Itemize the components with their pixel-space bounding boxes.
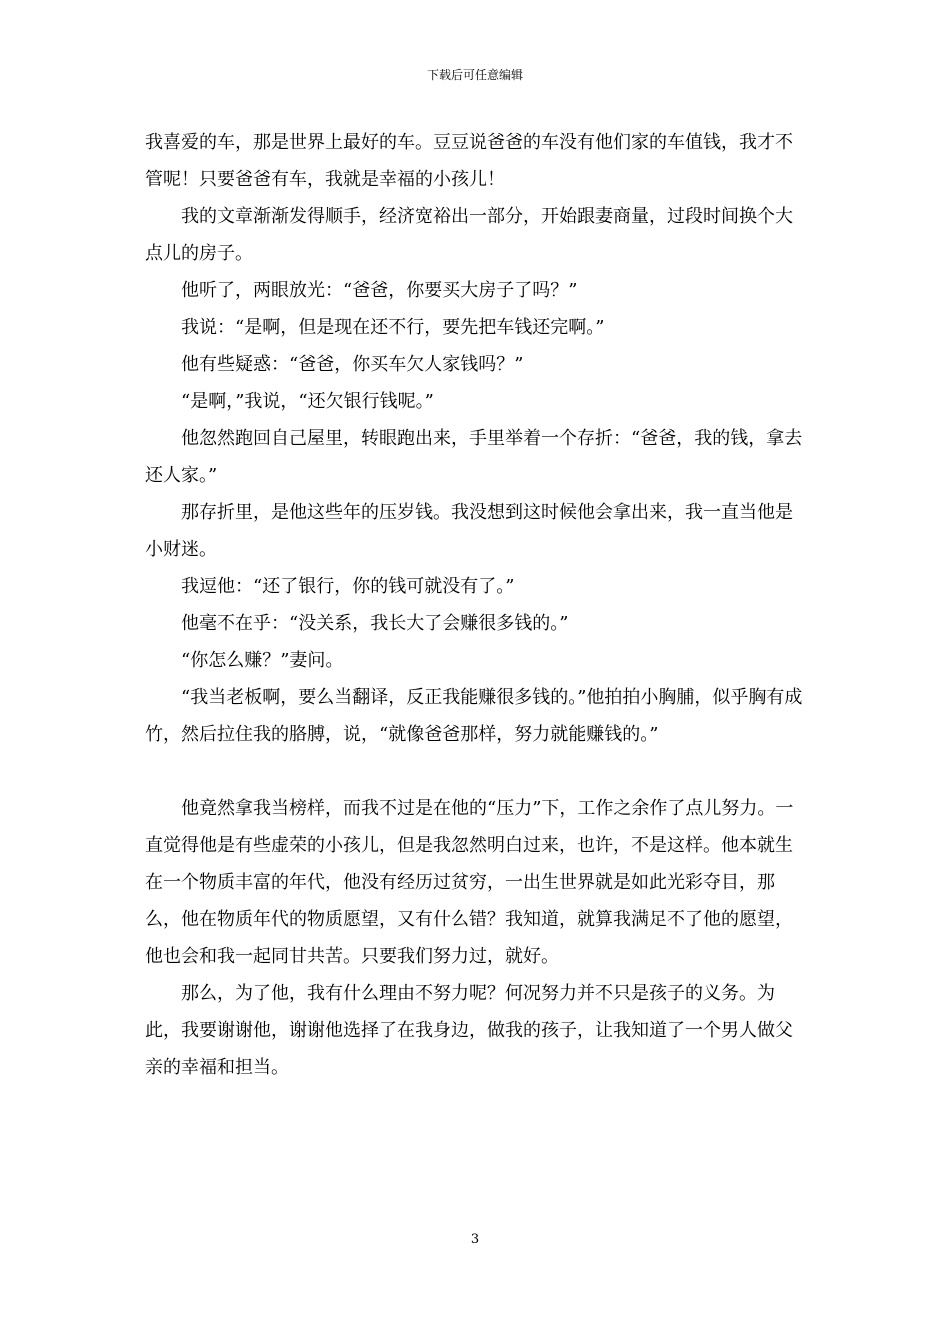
paragraph-10: 他毫不在乎：“没关系，我长大了会赚很多钱的。” — [181, 613, 569, 634]
paragraph-14: 那么，为了他，我有什么理由不努力呢？何况努力并不只是孩子的义务。为此，我要谢谢他，谢谢他选择了在我身边，做我的孩子，让我知道了一个男人做父亲的幸福和担当。 — [145, 983, 793, 1078]
paragraph-7: 他忽然跑回自己屋里，转眼跑出来，手里举着一个存折：“爸爸，我的钱，拿去还人家。” — [145, 428, 803, 486]
paragraph-8: 那存折里，是他这些年的压岁钱。我没想到这时候他会拿出来，我一直当他是小财迷。 — [145, 502, 793, 560]
paragraph-13: 他竟然拿我当榜样，而我不过是在他的“压力”下，工作之余作了点儿努力。一直觉得他是有些虚荣的小孩儿，但是我忽然明白过来，也许，不是这样。他本就生在一个物质丰富的年代，他没有经历过贫穷，一出生世界就是如此光彩夺目，那么，他在物质年代的物质愿望，又有什么错？我知道，就算我满足不了他的愿望，他也会和我一起同甘共苦。只要我们努力过，就好。 — [145, 798, 794, 967]
paragraph-2: 我的文章渐渐发得顺手，经济宽裕出一部分，开始跟妻商量，过段时间换个大点儿的房子。 — [145, 206, 793, 264]
paragraph-5: 他有些疑惑：“爸爸，你买车欠人家钱吗？” — [181, 354, 524, 375]
paragraph-12: “我当老板啊，要么当翻译，反正我能赚很多钱的。”他拍拍小胸脯，似乎胸有成竹，然后拉住我的胳膊，说，“就像爸爸那样，努力就能赚钱的。” — [145, 687, 803, 745]
paragraph-3: 他听了，两眼放光：“爸爸，你要买大房子了吗？” — [181, 280, 578, 301]
paragraph-11: “你怎么赚？”妻问。 — [181, 650, 344, 671]
paragraph-4: 我说：“是啊，但是现在还不行，要先把车钱还完啊。” — [181, 317, 605, 338]
document-body — [145, 124, 810, 1086]
paragraph-9: 我逗他：“还了银行，你的钱可就没有了。” — [181, 576, 515, 597]
page-header: 下载后可任意编辑 — [426, 68, 523, 82]
page-number: 3 — [470, 1232, 480, 1247]
paragraph-spacer — [145, 753, 810, 790]
paragraph-6: “是啊，”我说，“还欠银行钱呢。” — [181, 391, 434, 412]
paragraph-1: 我喜爱的车，那是世界上最好的车。豆豆说爸爸的车没有他们家的车值钱，我才不管呢！只要爸爸有车，我就是幸福的小孩儿！ — [145, 132, 793, 190]
